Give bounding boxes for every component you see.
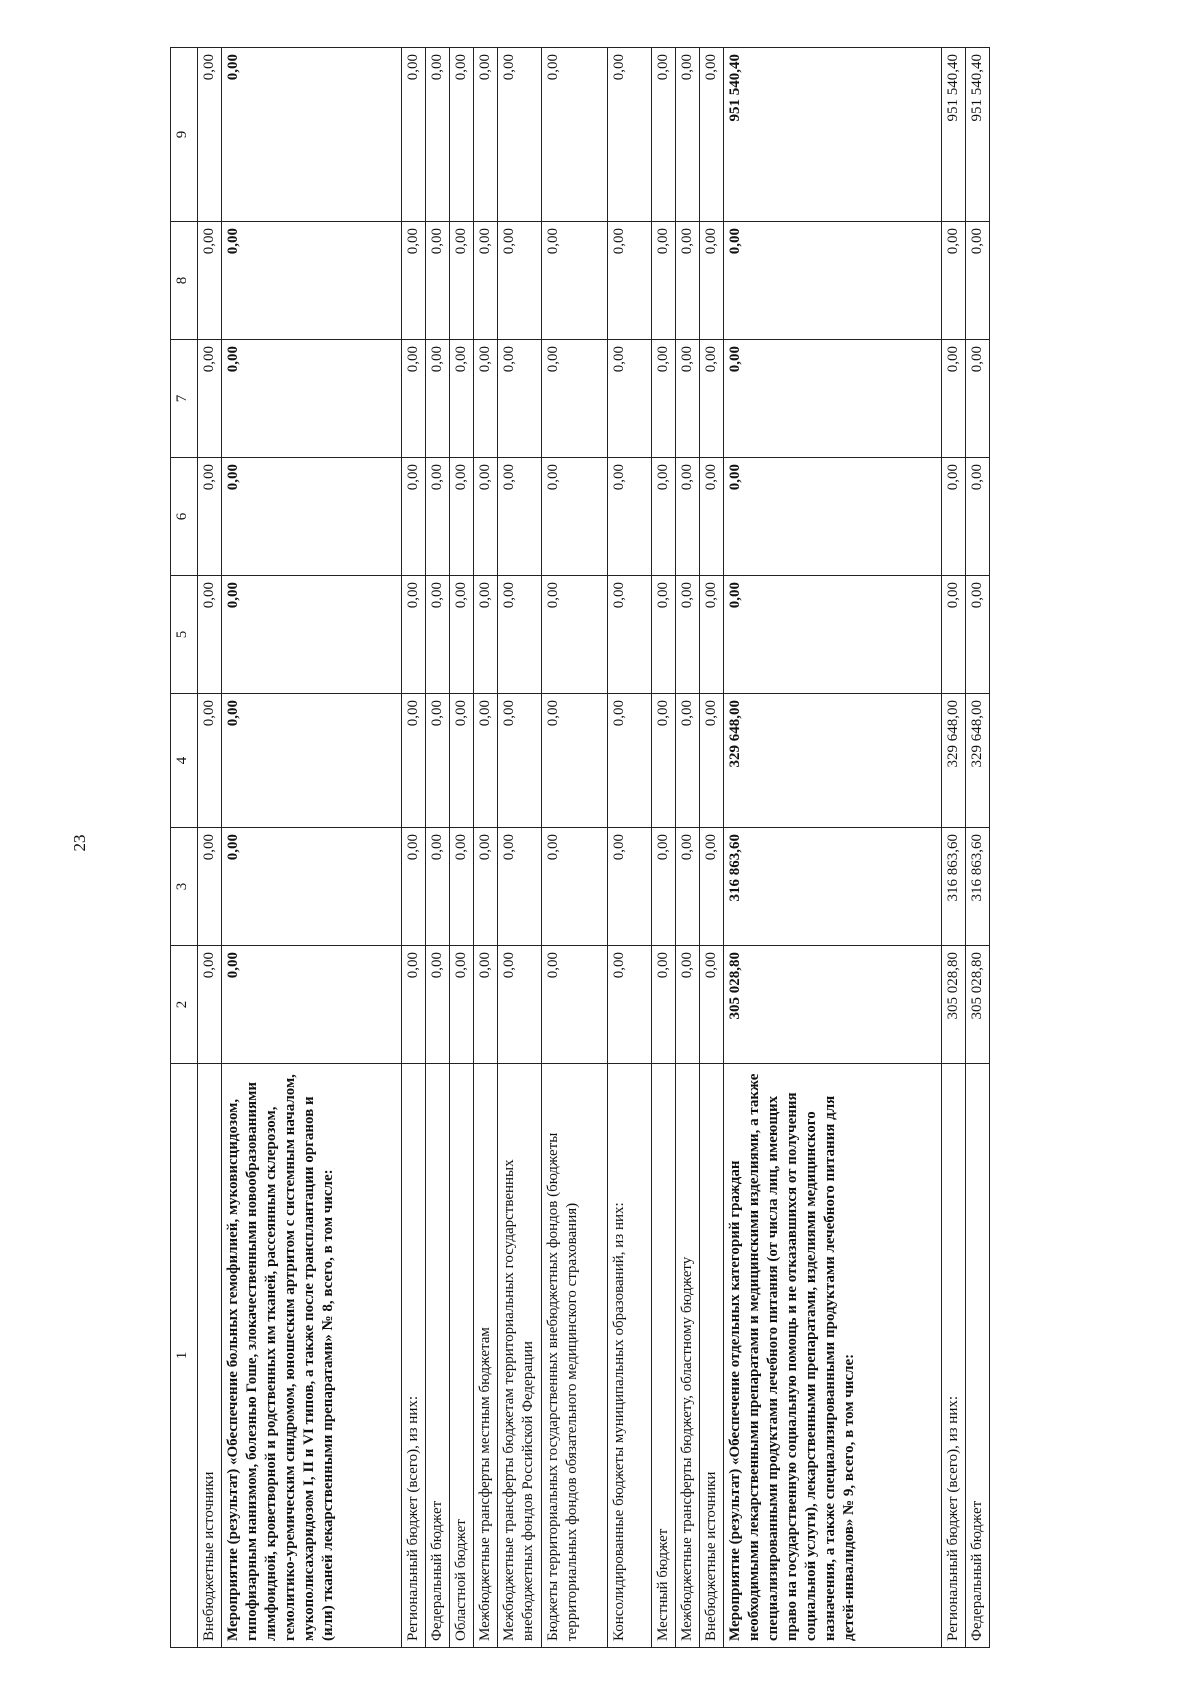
row-value: 0,00 [676, 48, 700, 222]
row-value: 0,00 [498, 48, 542, 222]
row-value: 0,00 [474, 222, 498, 340]
row-value: 0,00 [652, 48, 676, 222]
row-value: 0,00 [724, 458, 942, 576]
row-value: 0,00 [724, 340, 942, 458]
row-value: 0,00 [474, 694, 498, 828]
table-row [652, 48, 676, 1648]
row-value: 0,00 [652, 576, 676, 694]
row-value: 0,00 [198, 576, 222, 694]
budget-table [170, 47, 990, 1648]
row-label: Внебюджетные источники [198, 1064, 222, 1648]
page-number: 23 [70, 834, 89, 852]
row-value: 0,00 [222, 48, 402, 222]
row-value: 0,00 [652, 946, 676, 1064]
row-value: 0,00 [608, 222, 652, 340]
row-value: 0,00 [198, 828, 222, 946]
row-value: 0,00 [222, 458, 402, 576]
row-value: 0,00 [676, 340, 700, 458]
row-value: 0,00 [402, 828, 426, 946]
row-value: 0,00 [450, 340, 474, 458]
row-label: Областной бюджет [450, 1064, 474, 1648]
column-header: 9 [171, 48, 198, 222]
row-value: 0,00 [966, 222, 990, 340]
row-value: 0,00 [402, 340, 426, 458]
row-value: 0,00 [652, 828, 676, 946]
row-value: 0,00 [700, 694, 724, 828]
row-value: 0,00 [426, 828, 450, 946]
row-value: 0,00 [542, 828, 608, 946]
row-value: 0,00 [222, 828, 402, 946]
row-value: 0,00 [608, 340, 652, 458]
table-row [966, 48, 990, 1648]
row-value: 0,00 [498, 576, 542, 694]
row-value: 0,00 [426, 458, 450, 576]
row-value: 0,00 [700, 48, 724, 222]
row-value: 0,00 [608, 48, 652, 222]
row-value: 305 028,80 [966, 946, 990, 1064]
table-row [402, 48, 426, 1648]
row-value: 316 863,60 [942, 828, 966, 946]
row-value: 0,00 [426, 576, 450, 694]
row-value: 0,00 [608, 576, 652, 694]
row-value: 0,00 [426, 946, 450, 1064]
row-value: 0,00 [474, 576, 498, 694]
row-value: 0,00 [402, 694, 426, 828]
row-value: 0,00 [474, 946, 498, 1064]
row-value: 0,00 [426, 48, 450, 222]
column-header: 1 [171, 1064, 198, 1648]
row-value: 0,00 [498, 828, 542, 946]
row-value: 0,00 [498, 222, 542, 340]
row-value: 0,00 [222, 222, 402, 340]
row-value: 0,00 [676, 828, 700, 946]
header-row [171, 48, 198, 1648]
row-value: 0,00 [700, 946, 724, 1064]
row-value: 0,00 [450, 576, 474, 694]
row-value: 0,00 [676, 694, 700, 828]
row-label: Мероприятие (результат) «Обеспечение отдельных категорий граждан необходимыми лекарственными препаратами и медицинскими изделиями, а также специализированными продуктами лечебного питания (от числа лиц, имеющих право на государственную социальную помощь и не отказавшихся от получения социальной услуги), лекарственными препаратами, изделиями медицинского назначения, а также специализированными продуктами лечебного питания для детей-инвалидов» № 9, всего, в том числе: [724, 1064, 942, 1648]
row-value: 0,00 [966, 576, 990, 694]
row-label: Региональный бюджет (всего), из них: [402, 1064, 426, 1648]
row-value: 0,00 [498, 340, 542, 458]
row-value: 0,00 [450, 828, 474, 946]
table-row [676, 48, 700, 1648]
row-value: 0,00 [402, 222, 426, 340]
table-row [222, 48, 402, 1648]
row-label: Межбюджетные трансферты бюджету, областному бюджету [676, 1064, 700, 1648]
row-value: 0,00 [450, 222, 474, 340]
row-value: 0,00 [222, 694, 402, 828]
row-value: 0,00 [450, 458, 474, 576]
row-value: 0,00 [198, 340, 222, 458]
row-value: 0,00 [402, 458, 426, 576]
row-value: 0,00 [474, 828, 498, 946]
row-value: 0,00 [724, 222, 942, 340]
row-value: 0,00 [676, 458, 700, 576]
rotated-page [170, 48, 1100, 1648]
column-header: 2 [171, 946, 198, 1064]
row-value: 0,00 [608, 458, 652, 576]
row-value: 0,00 [542, 48, 608, 222]
row-value: 0,00 [222, 340, 402, 458]
row-value: 305 028,80 [942, 946, 966, 1064]
row-label: Местный бюджет [652, 1064, 676, 1648]
table-row [426, 48, 450, 1648]
row-value: 0,00 [450, 694, 474, 828]
row-value: 316 863,60 [966, 828, 990, 946]
row-value: 0,00 [608, 694, 652, 828]
row-value: 0,00 [542, 576, 608, 694]
row-value: 0,00 [498, 694, 542, 828]
row-value: 0,00 [198, 222, 222, 340]
row-value: 0,00 [426, 222, 450, 340]
row-value: 0,00 [542, 340, 608, 458]
row-value: 0,00 [700, 222, 724, 340]
row-value: 0,00 [542, 222, 608, 340]
row-value: 0,00 [426, 694, 450, 828]
row-value: 0,00 [198, 458, 222, 576]
row-value: 0,00 [652, 222, 676, 340]
row-value: 0,00 [700, 458, 724, 576]
row-value: 0,00 [222, 576, 402, 694]
row-value: 329 648,00 [942, 694, 966, 828]
table-row [542, 48, 608, 1648]
table-row [608, 48, 652, 1648]
row-value: 0,00 [474, 48, 498, 222]
row-value: 0,00 [402, 48, 426, 222]
table-row [724, 48, 942, 1648]
row-value: 0,00 [198, 694, 222, 828]
row-value: 0,00 [966, 340, 990, 458]
row-value: 951 540,40 [966, 48, 990, 222]
row-value: 0,00 [700, 340, 724, 458]
row-value: 0,00 [450, 48, 474, 222]
row-value: 0,00 [652, 694, 676, 828]
row-value: 0,00 [942, 222, 966, 340]
column-header: 4 [171, 694, 198, 828]
column-header: 7 [171, 340, 198, 458]
row-value: 316 863,60 [724, 828, 942, 946]
column-header: 8 [171, 222, 198, 340]
row-value: 0,00 [498, 458, 542, 576]
row-value: 951 540,40 [942, 48, 966, 222]
row-label: Федеральный бюджет [426, 1064, 450, 1648]
table-row [942, 48, 966, 1648]
row-label: Федеральный бюджет [966, 1064, 990, 1648]
row-value: 0,00 [198, 946, 222, 1064]
row-label: Внебюджетные источники [700, 1064, 724, 1648]
row-value: 0,00 [700, 576, 724, 694]
row-value: 0,00 [198, 48, 222, 222]
row-value: 0,00 [724, 576, 942, 694]
row-value: 0,00 [676, 946, 700, 1064]
row-value: 0,00 [474, 340, 498, 458]
row-value: 0,00 [426, 340, 450, 458]
row-value: 0,00 [542, 694, 608, 828]
row-value: 0,00 [676, 576, 700, 694]
row-value: 305 028,80 [724, 946, 942, 1064]
row-value: 329 648,00 [724, 694, 942, 828]
row-value: 0,00 [498, 946, 542, 1064]
row-label: Мероприятие (результат) «Обеспечение больных гемофилией, муковисцидозом, гипофизарным нанизмом, болезнью Гоше, злокачественными новообразованиями лимфоидной, кроветворной и родственных им тканей, рассеянным склерозом, гемолитико-уремическим синдромом, юношеским артритом с системным началом, мукополисахаридозом I, II и VI типов, а также после трансплантации органов и (или) тканей лекарственными препаратами» № 8, всего, в том числе: [222, 1064, 402, 1648]
row-value: 0,00 [402, 576, 426, 694]
column-header: 3 [171, 828, 198, 946]
row-label: Межбюджетные трансферты бюджетам территориальных государственных внебюджетных фондов Российской Федерации [498, 1064, 542, 1648]
row-value: 951 540,40 [724, 48, 942, 222]
row-value: 0,00 [942, 458, 966, 576]
row-value: 0,00 [542, 946, 608, 1064]
column-header: 6 [171, 458, 198, 576]
row-value: 0,00 [608, 946, 652, 1064]
row-value: 0,00 [700, 828, 724, 946]
table-row [450, 48, 474, 1648]
table-row [198, 48, 222, 1648]
column-header: 5 [171, 576, 198, 694]
table-row [474, 48, 498, 1648]
row-value: 0,00 [608, 828, 652, 946]
row-label: Межбюджетные трансферты местным бюджетам [474, 1064, 498, 1648]
row-value: 0,00 [450, 946, 474, 1064]
row-value: 0,00 [652, 458, 676, 576]
row-value: 0,00 [402, 946, 426, 1064]
row-value: 0,00 [942, 576, 966, 694]
table-row [498, 48, 542, 1648]
row-value: 0,00 [542, 458, 608, 576]
row-label: Региональный бюджет (всего), из них: [942, 1064, 966, 1648]
table-row [700, 48, 724, 1648]
row-value: 0,00 [652, 340, 676, 458]
table-body [198, 48, 990, 1648]
row-value: 329 648,00 [966, 694, 990, 828]
row-value: 0,00 [966, 458, 990, 576]
row-value: 0,00 [942, 340, 966, 458]
row-label: Консолидированные бюджеты муниципальных образований, из них: [608, 1064, 652, 1648]
row-value: 0,00 [222, 946, 402, 1064]
row-value: 0,00 [474, 458, 498, 576]
row-label: Бюджеты территориальных государственных внебюджетных фондов (бюджеты территориальных фондов обязательного медицинского страхования) [542, 1064, 608, 1648]
row-value: 0,00 [676, 222, 700, 340]
